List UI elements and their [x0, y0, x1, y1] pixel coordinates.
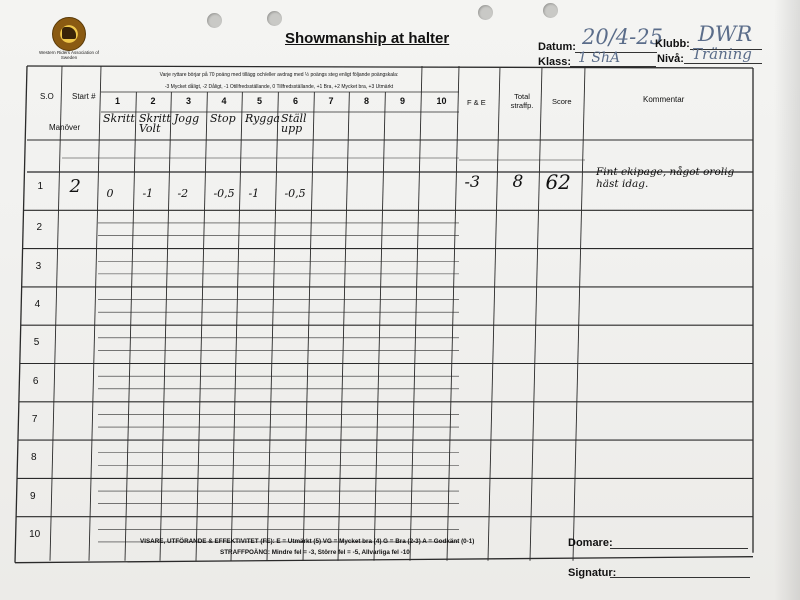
- grid-line: [338, 92, 349, 561]
- grid-line: [267, 92, 278, 561]
- maneuver-number-10: 10: [436, 96, 447, 106]
- grid-line: [160, 92, 171, 561]
- row-total-1[interactable]: 8: [512, 172, 524, 192]
- maneuver-number-9: 9: [400, 96, 406, 106]
- klubb-value[interactable]: DWR: [698, 22, 753, 46]
- row-so-1: 1: [37, 181, 43, 192]
- row-so-7: 7: [31, 413, 38, 425]
- maneuver-name-2[interactable]: Skritt Volt: [139, 112, 171, 135]
- header-fe: F & E: [467, 98, 486, 107]
- grid-line: [303, 92, 314, 561]
- page-title: Showmanship at halter: [285, 30, 450, 47]
- grid-line: [231, 92, 242, 561]
- niva-label: Nivå:: [657, 53, 684, 65]
- maneuver-number-4: 4: [221, 96, 227, 106]
- row-so-8: 8: [30, 452, 37, 464]
- row-so-10: 10: [29, 528, 41, 540]
- header-instructions: Varje ryttare börjar på 70 poäng med tillägg och/eller avdrag med ½ poängs steg enligt följande poängskala:: [159, 72, 399, 78]
- row-start-1[interactable]: 2: [69, 176, 81, 197]
- header-so: S.O: [40, 92, 54, 101]
- grid-line: [27, 66, 753, 68]
- row-so-6: 6: [32, 375, 39, 387]
- penalty-legend: STRAFFPOÄNG: Mindre fel = -3, Större fel = -5, Allvarliga fel -10: [220, 549, 410, 556]
- association-name: Western Riders Association of Sweden: [39, 50, 99, 60]
- row-so-4: 4: [34, 299, 41, 311]
- datum-label: Datum:: [538, 41, 576, 53]
- grid-line: [488, 68, 500, 561]
- row-1-score-4[interactable]: -0,5: [213, 187, 235, 200]
- grid-line: [374, 92, 385, 561]
- domare-line[interactable]: [610, 548, 748, 549]
- row-fe-1[interactable]: -3: [464, 172, 481, 191]
- maneuver-number-5: 5: [257, 96, 263, 106]
- signatur-line[interactable]: [610, 577, 750, 578]
- header-scale: -3 Mycket dåligt, -2 Dåligt, -1 Otillfredsställande, 0 Tillfredsställande, +1 Bra, +2 Mycket bra, +3 Utmärkt: [164, 84, 394, 90]
- row-1-score-6[interactable]: -0,5: [284, 187, 306, 200]
- datum-value[interactable]: 20/4-25: [582, 25, 663, 49]
- row-1-score-1[interactable]: 0: [106, 187, 114, 200]
- maneuver-number-1: 1: [115, 96, 121, 106]
- maneuver-name-3[interactable]: Jogg: [174, 112, 200, 125]
- row-comment-1[interactable]: Fint ekipage, något orolig häst idag.: [596, 166, 735, 190]
- header-score: Score: [552, 97, 572, 106]
- maneuver-name-6[interactable]: Ställ upp: [281, 112, 307, 135]
- maneuver-number-7: 7: [328, 96, 334, 106]
- row-1-score-2[interactable]: -1: [142, 187, 154, 200]
- grid-line: [15, 557, 753, 563]
- maneuver-label: Manöver: [49, 123, 81, 132]
- row-so-9: 9: [30, 490, 36, 502]
- klubb-label: Klubb:: [655, 38, 690, 50]
- fe-legend: VISARE, UTFÖRANDE & EFFEKTIVITET (FE): E = Utmärkt (5) VG = Mycket bra (4) G = Bra (2-3) A = Godkänt (0-1): [140, 538, 475, 545]
- maneuver-name-1[interactable]: Skritt: [103, 112, 135, 125]
- maneuver-name-5[interactable]: Rygga: [245, 112, 280, 125]
- grid-line: [125, 92, 136, 561]
- header-total: Total straffp.: [510, 92, 534, 110]
- niva-value[interactable]: Träning: [692, 45, 752, 63]
- row-so-5: 5: [33, 337, 40, 349]
- header-comment: Kommentar: [643, 95, 685, 104]
- maneuver-number-3: 3: [186, 96, 192, 106]
- grid-line: [530, 68, 542, 561]
- row-1-score-5[interactable]: -1: [248, 187, 260, 200]
- grid-line: [15, 66, 27, 563]
- klass-value[interactable]: 1 ShA: [578, 50, 621, 66]
- row-1-score-3[interactable]: -2: [177, 187, 189, 200]
- domare-label: Domare:: [568, 537, 613, 549]
- row-so-2: 2: [36, 222, 43, 234]
- maneuver-number-2: 2: [150, 96, 156, 106]
- maneuver-number-6: 6: [293, 96, 299, 106]
- klass-label: Klass:: [538, 56, 572, 68]
- header-start: Start #: [72, 92, 96, 101]
- maneuver-number-8: 8: [364, 96, 370, 106]
- row-score-1[interactable]: 62: [545, 170, 571, 194]
- grid-line: [196, 92, 207, 561]
- signatur-label: Signatur:: [568, 567, 617, 579]
- row-so-3: 3: [35, 260, 42, 272]
- maneuver-name-4[interactable]: Stop: [210, 112, 236, 125]
- grid-line: [573, 68, 585, 561]
